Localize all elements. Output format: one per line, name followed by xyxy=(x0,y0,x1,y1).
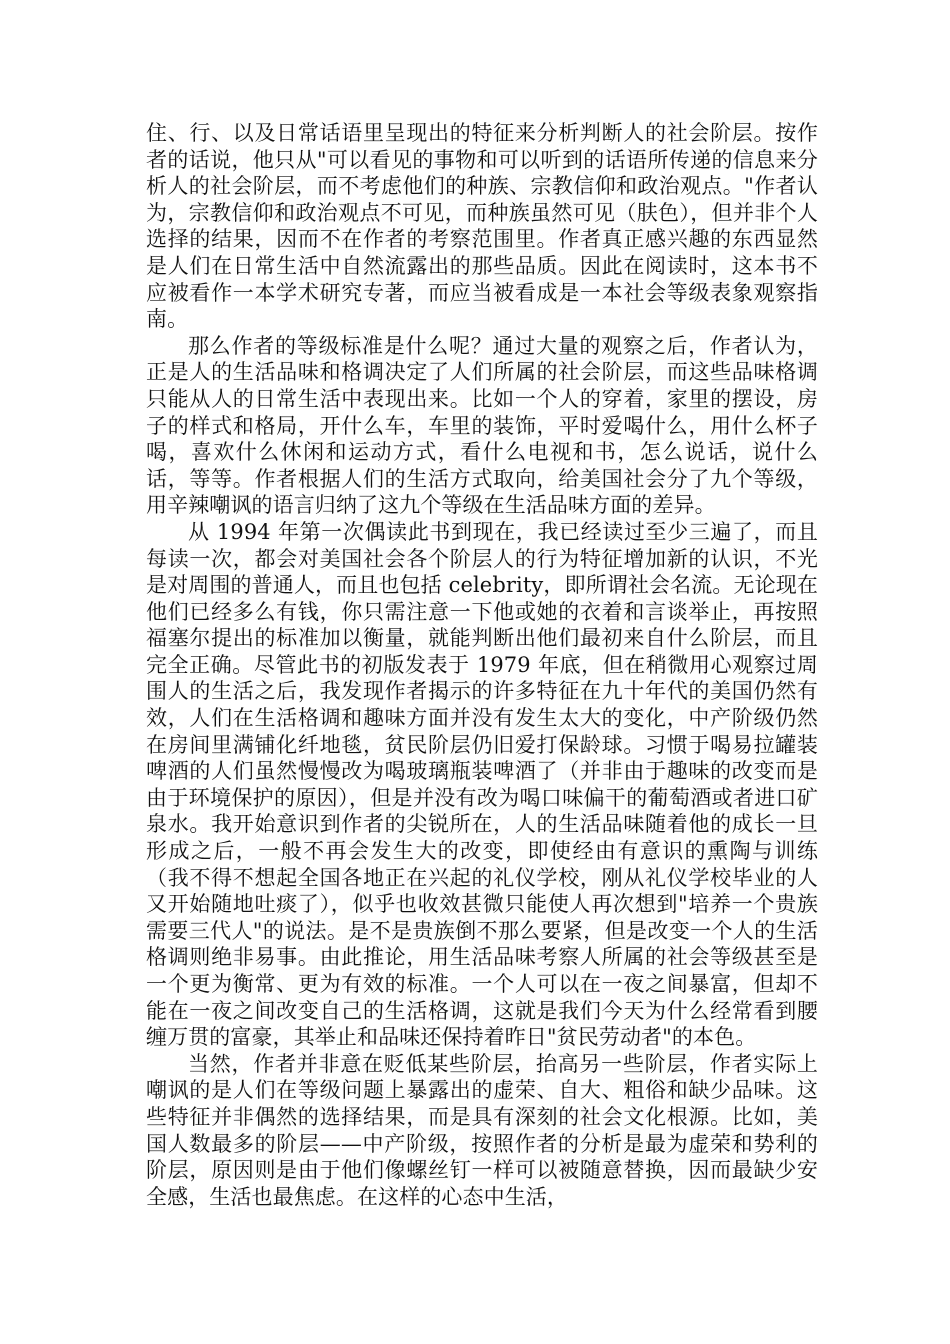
paragraph-4: 当然，作者并非意在贬低某些阶层，抬高另一些阶层，作者实际上嘲讽的是人们在等级问题上暴露出的虚荣、自大、粗俗和缺少品味。这些特征并非偶然的选择结果，而是具有深刻的社会文化根源。比如，美国人数最多的阶层——中产阶级，按照作者的分析是最为虚荣和势利的阶层，原因则是由于他们像螺丝钉一样可以被随意替换，因而最缺少安全感，生活也最焦虑。在这样的心态中生活， xyxy=(146,1051,818,1209)
paragraph-3: 从 1994 年第一次偶读此书到现在，我已经读过至少三遍了，而且每读一次，都会对美国社会各个阶层人的行为特征增加新的认识，不光是对周围的普通人，而且也包括 celebrity，即所谓社会名流。无论现在他们已经多么有钱，你只需注意一下他或她的衣着和言谈举止，再按照福塞尔提出的标准加以衡量，就能判断出他们最初来自什么阶层，而且完全正确。尽管此书的初版发表于 1979 年底，但在稍微用心观察过周围人的生活之后，我发现作者揭示的许多特征在九十年代的美国仍然有效，人们在生活格调和趣味方面并没有发生太大的变化，中产阶级仍然在房间里满铺化纤地毯，贫民阶层仍旧爱打保龄球。习惯于喝易拉罐装啤酒的人们虽然慢慢改为喝玻璃瓶装啤酒了（并非由于趣味的改变而是由于环境保护的原因），但是并没有改为喝口味偏干的葡萄酒或者进口矿泉水。我开始意识到作者的尖锐所在，人的生活品味随着他的成长一旦形成之后，一般不再会发生大的改变，即使经由有意识的熏陶与训练（我不得不想起全国各地正在兴起的礼仪学校，刚从礼仪学校毕业的人又开始随地吐痰了），似乎也收效甚微只能使人再次想到"培养一个贵族需要三代人"的说法。是不是贵族倒不那么要紧，但是改变一个人的生活格调则绝非易事。由此推论，用生活品味考察人所属的社会等级甚至是一个更为衡常、更为有效的标准。一个人可以在一夜之间暴富，但却不能在一夜之间改变自己的生活格调，这就是我们今天为什么经常看到腰缠万贯的富豪，其举止和品味还保持着昨日"贫民劳动者"的本色。 xyxy=(146,519,818,1050)
paragraph-1: 住、行、以及日常话语里呈现出的特征来分析判断人的社会阶层。按作者的话说，他只从"可以看见的事物和可以听到的话语所传递的信息来分析人的社会阶层，而不考虑他们的种族、宗教信仰和政治观点。"作者认为，宗教信仰和政治观点不可见，而种族虽然可见（肤色），但并非个人选择的结果，因而不在作者的考察范围里。作者真正感兴趣的东西显然是人们在日常生活中自然流露出的那些品质。因此在阅读时，这本书不应被看作一本学术研究专著，而应当被看成是一本社会等级表象观察指南。 xyxy=(146,121,818,332)
document-page xyxy=(146,120,818,1210)
paragraph-2: 那么作者的等级标准是什么呢？通过大量的观察之后，作者认为，正是人的生活品味和格调决定了人们所属的社会阶层，而这些品味格调只能从人的日常生活中表现出来。比如一个人的穿着，家里的摆设，房子的样式和格局，开什么车，车里的装饰，平时爱喝什么，用什么杯子喝，喜欢什么休闲和运动方式，看什么电视和书，怎么说话，说什么话，等等。作者根据人们的生活方式取向，给美国社会分了九个等级，用辛辣嘲讽的语言归纳了这九个等级在生活品味方面的差异。 xyxy=(146,333,818,518)
